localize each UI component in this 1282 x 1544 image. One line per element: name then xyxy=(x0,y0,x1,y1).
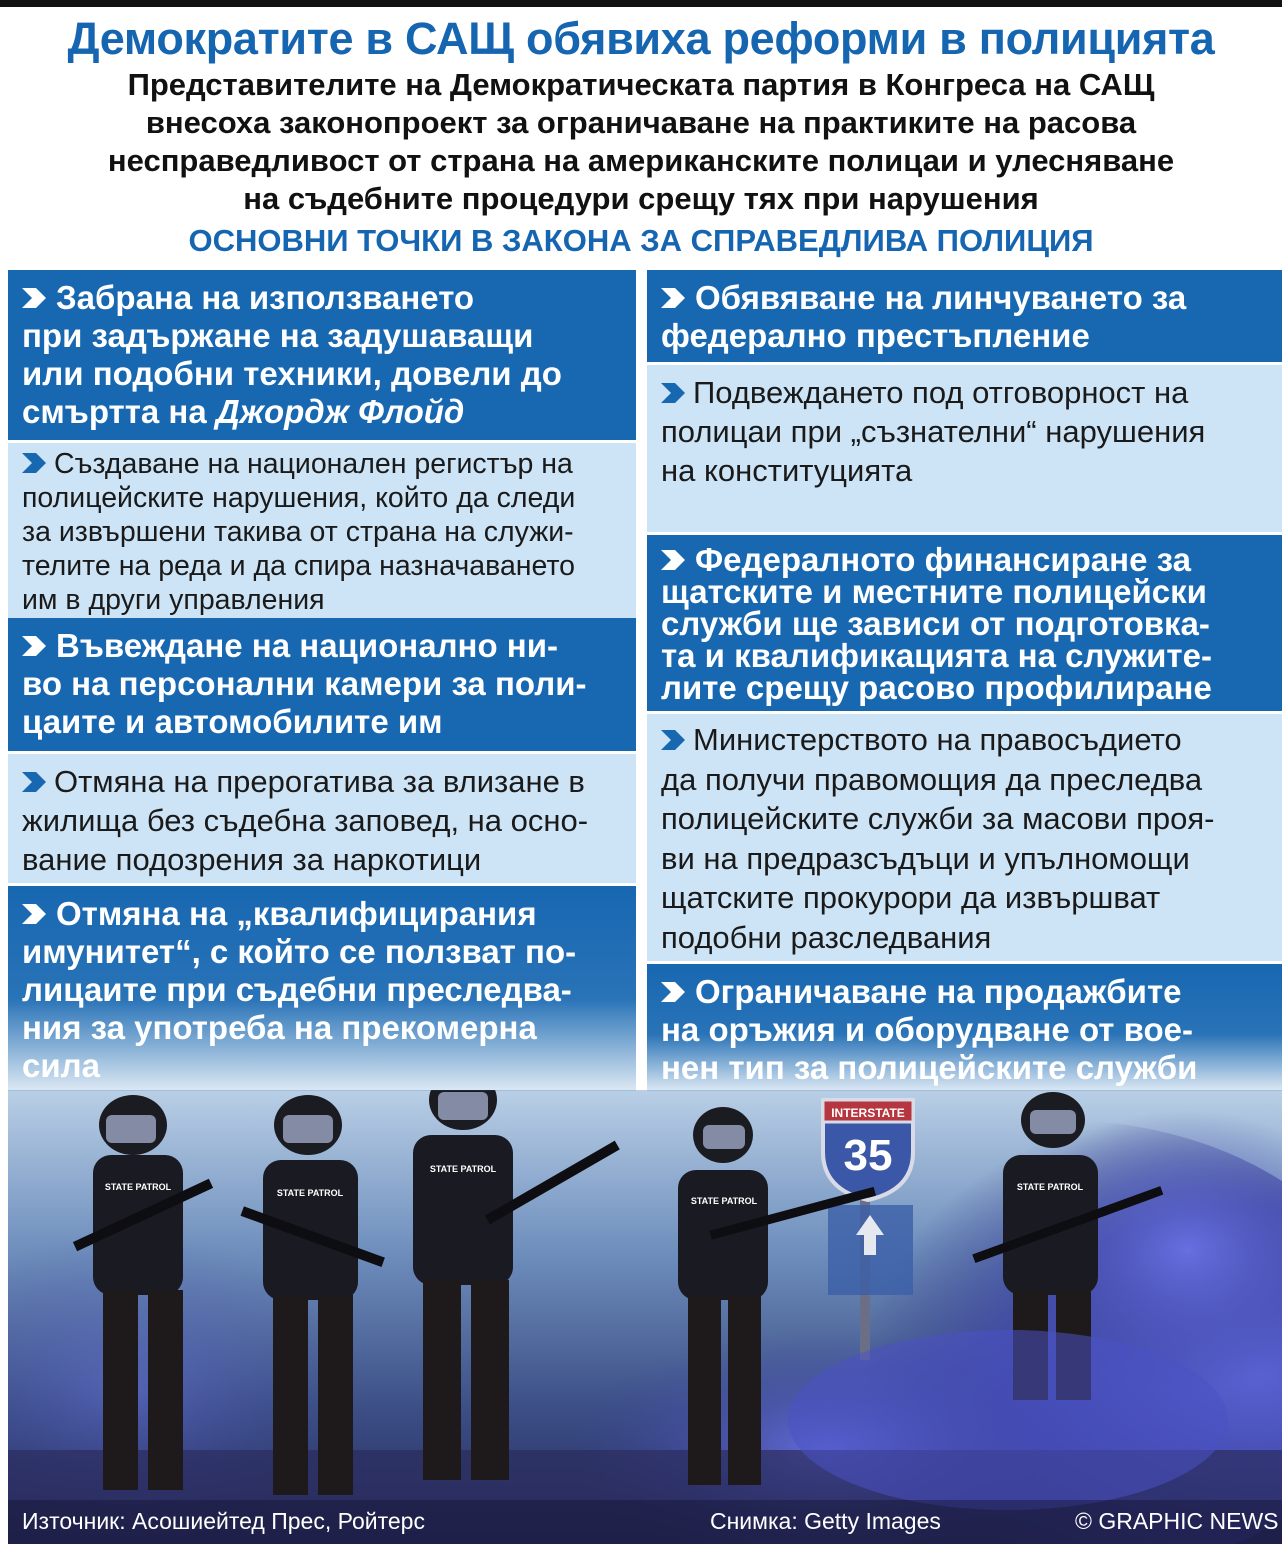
vest-label: STATE PATROL xyxy=(690,1196,758,1206)
point-text: во на персонални камери за поли- xyxy=(22,665,587,702)
point-text: Забрана на използването xyxy=(56,279,475,316)
chevron-right-icon xyxy=(661,982,685,1002)
point-text: телите на реда и да спира назначаването xyxy=(22,550,576,582)
point-text: Министерството на правосъдието xyxy=(693,722,1182,757)
vest-label: STATE PATROL xyxy=(1016,1182,1084,1192)
point-text: полицейските нарушения, който да следи xyxy=(22,482,576,514)
photo-credit: Снимка: Getty Images xyxy=(710,1508,941,1534)
point-text: щатските прокурори да извършват xyxy=(661,880,1161,915)
point-text: ви на предразсъдъци и упълномощи xyxy=(661,840,1190,876)
point-text: за извършени такива от страна на служи- xyxy=(22,516,574,548)
point-text: Обявяване на линчуването за xyxy=(695,279,1187,316)
left-point-2 xyxy=(8,443,636,618)
police-photo xyxy=(8,1090,1282,1544)
chevron-right-icon xyxy=(22,453,46,473)
point-text: Федералното финансиране за xyxy=(695,541,1191,578)
point-text: федерално престъпление xyxy=(661,317,1090,354)
point-text: полицаи при „съзнателни“ нарушения xyxy=(661,414,1206,449)
chevron-right-icon xyxy=(22,636,46,656)
point-text: им в други управления xyxy=(22,584,325,616)
vest-label: STATE PATROL xyxy=(276,1188,344,1198)
source-credit: Източник: Асошиейтед Прес, Ройтерс xyxy=(22,1508,425,1534)
point-text: цаите и автомобилите им xyxy=(22,703,443,740)
subtitle-line: Представителите на Демократическата партия в Конгреса на САЩ xyxy=(127,67,1155,102)
right-point-5 xyxy=(647,964,1282,1091)
point-text: та и квалификацията на служите- xyxy=(661,637,1212,674)
point-text: Ограничаване на продажбите xyxy=(695,973,1182,1010)
point-text: лицаите при съдебни преследва- xyxy=(22,971,572,1008)
vest-label: STATE PATROL xyxy=(104,1182,172,1192)
subtitle xyxy=(0,66,1282,218)
point-text: да получи правомощия да преследва xyxy=(661,761,1203,797)
left-point-5 xyxy=(8,886,636,1091)
point-text: жилища без съдебна заповед, на осно- xyxy=(22,803,589,838)
point-text: ния за употреба на прекомерна xyxy=(22,1009,537,1046)
point-text: подобни разследвания xyxy=(661,919,992,955)
point-text: смъртта на xyxy=(22,393,216,430)
subtitle-line: несправедливост от страна на американските полицаи и улесняване xyxy=(107,143,1175,178)
left-point-1 xyxy=(8,270,636,440)
chevron-right-icon xyxy=(661,730,685,750)
point-text: служби ще зависи от подготовка- xyxy=(661,605,1210,642)
point-text: Отмяна на „квалифицирания xyxy=(56,895,537,932)
chevron-right-icon xyxy=(22,288,46,308)
point-text: имунитет“, с който се ползват по- xyxy=(22,933,577,970)
subtitle-line: внесоха законопроект за ограничаване на практиките на расова xyxy=(145,105,1137,140)
point-text: щатските и местните полицейски xyxy=(661,573,1207,610)
subtitle-line: на съдебните процедури срещу тях при нарушения xyxy=(243,181,1039,216)
chevron-right-icon xyxy=(22,904,46,924)
left-point-4 xyxy=(8,754,636,883)
point-text: сила xyxy=(22,1047,100,1084)
point-text: на конституцията xyxy=(661,453,913,488)
page-title: Демократите в САЩ обявиха реформи в полицията xyxy=(67,13,1215,64)
point-text: Създаване на национален регистър на xyxy=(54,448,573,480)
point-text: лите срещу расово профилиране xyxy=(661,669,1212,706)
sign-top-text: INTERSTATE xyxy=(831,1106,905,1120)
top-rule xyxy=(0,0,1282,7)
chevron-right-icon xyxy=(661,383,685,403)
point-text: вание подозрения за наркотици xyxy=(22,842,482,877)
point-text: при задържане на задушаващи xyxy=(22,317,534,354)
left-point-3 xyxy=(8,618,636,751)
right-point-4 xyxy=(647,714,1282,961)
copyright-credit: © GRAPHIC NEWS xyxy=(1075,1508,1279,1534)
point-text: Подвеждането под отговорност на xyxy=(693,375,1189,410)
chevron-right-icon xyxy=(661,550,685,570)
point-text: или подобни техники, довели до xyxy=(22,355,562,392)
point-text: Отмяна на прерогатива за влизане в xyxy=(54,764,585,799)
vest-label: STATE PATROL xyxy=(429,1164,497,1174)
section-heading: ОСНОВНИ ТОЧКИ В ЗАКОНА ЗА СПРАВЕДЛИВА ПОЛИЦИЯ xyxy=(188,223,1094,258)
right-point-3 xyxy=(647,535,1282,711)
chevron-right-icon xyxy=(661,288,685,308)
sign-number: 35 xyxy=(843,1131,893,1180)
right-point-2 xyxy=(647,365,1282,532)
chevron-right-icon xyxy=(22,772,46,792)
point-text: на оръжия и оборудване от вое- xyxy=(661,1011,1193,1048)
floyd-name: Джордж Флойд xyxy=(215,393,465,430)
point-text: Въвеждане на национално ни- xyxy=(56,627,558,664)
point-text: нен тип за полицейските служби xyxy=(661,1049,1198,1086)
point-text: полицейските служби за масови проя- xyxy=(661,801,1215,836)
right-point-1 xyxy=(647,270,1282,362)
